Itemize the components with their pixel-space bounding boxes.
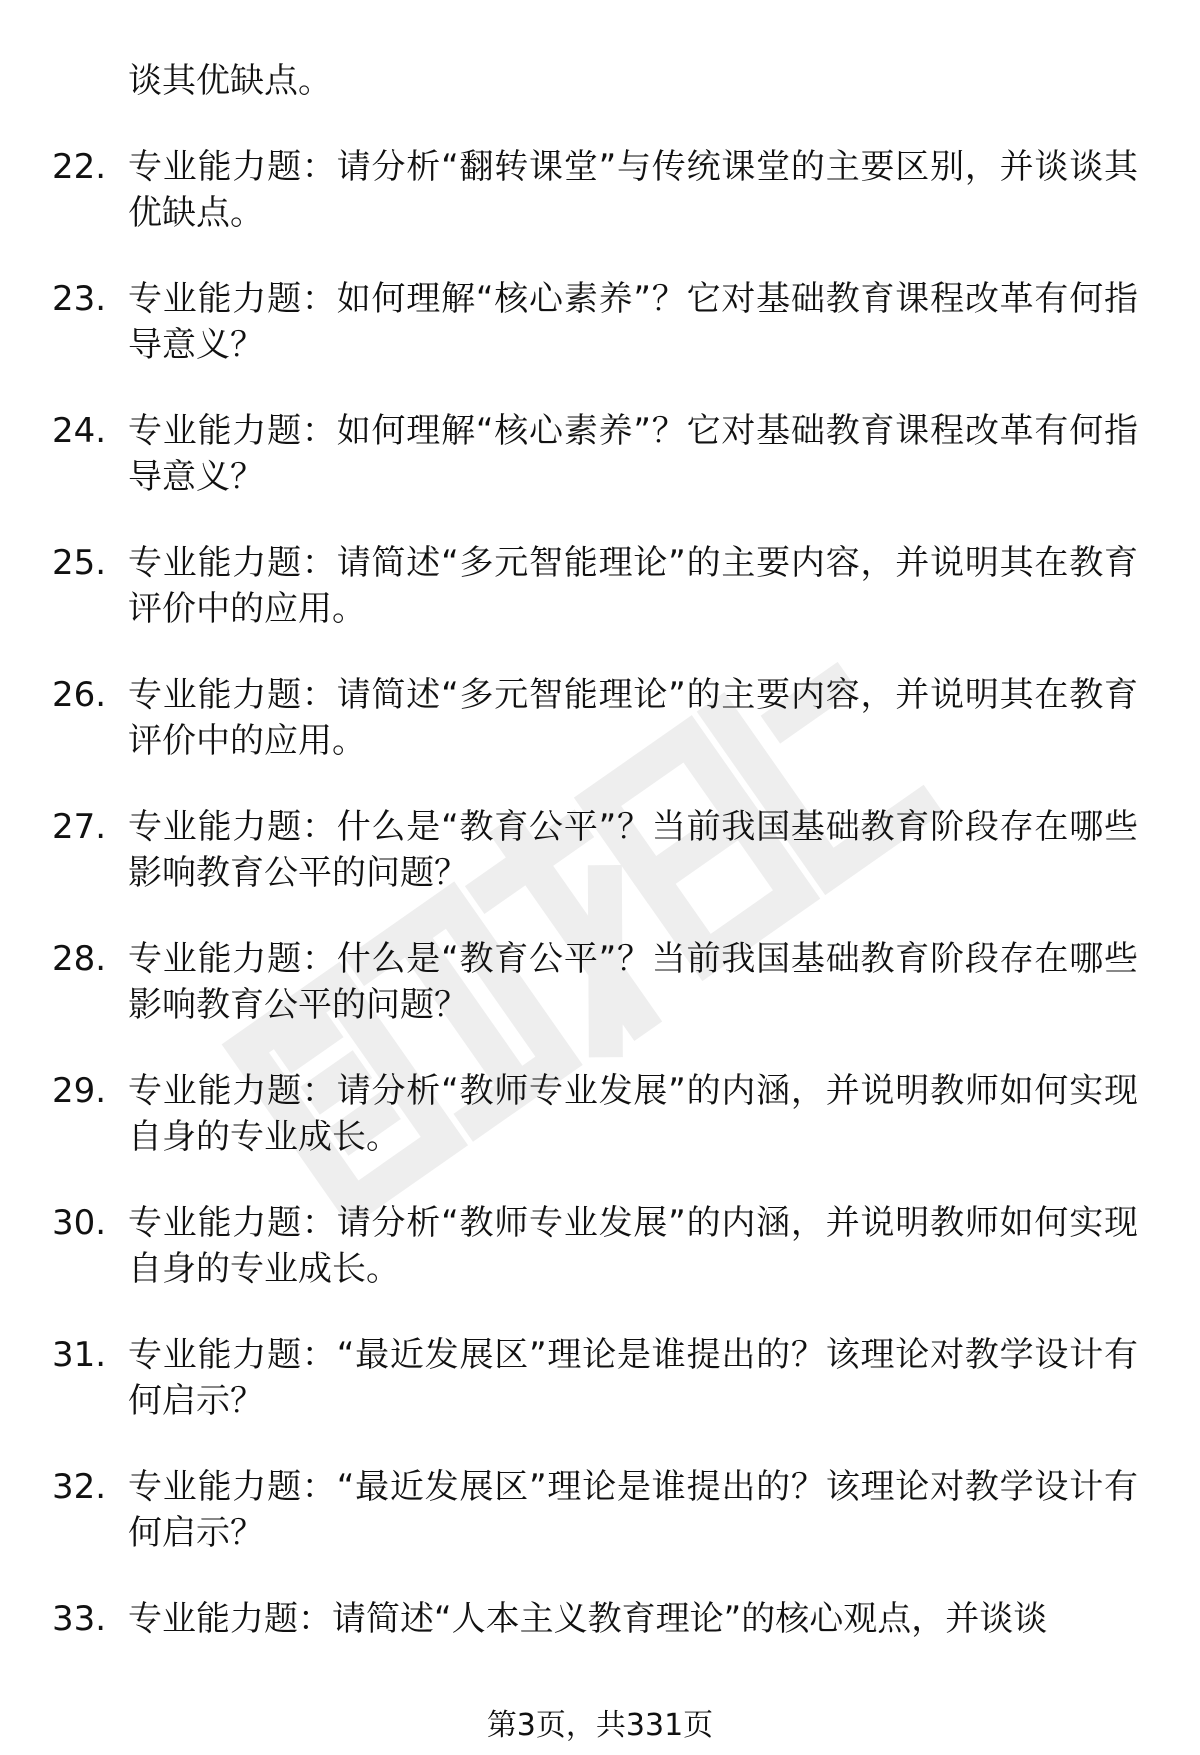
question-text: 专业能力题：请分析“教师专业发展”的内涵，并说明教师如何实现自身的专业成长。: [128, 1071, 1138, 1157]
question-item: [0, 672, 1200, 804]
question-text: 专业能力题：“最近发展区”理论是谁提出的？该理论对教学设计有何启示？: [128, 1335, 1138, 1421]
question-number: 27.: [52, 807, 107, 847]
question-text: 专业能力题：如何理解“核心素养”？它对基础教育课程改革有何指导意义？: [128, 411, 1138, 497]
question-text: 专业能力题：请简述“多元智能理论”的主要内容，并说明其在教育评价中的应用。: [128, 675, 1138, 761]
question-number: 26.: [52, 675, 107, 715]
question-text: 专业能力题：“最近发展区”理论是谁提出的？该理论对教学设计有何启示？: [128, 1467, 1138, 1553]
question-item: [0, 540, 1200, 672]
question-list: [0, 144, 1200, 1728]
page-footer: 第3页，共331页: [486, 1708, 714, 1743]
question-item: [0, 804, 1200, 936]
question-item: [0, 1200, 1200, 1332]
question-number: 22.: [52, 147, 107, 187]
question-item: [0, 1464, 1200, 1596]
question-item: [0, 936, 1200, 1068]
question-number: 30.: [52, 1203, 107, 1243]
question-text: 专业能力题：请简述“多元智能理论”的主要内容，并说明其在教育评价中的应用。: [128, 543, 1138, 629]
question-item: [0, 144, 1200, 276]
question-text: 专业能力题：如何理解“核心素养”？它对基础教育课程改革有何指导意义？: [128, 279, 1138, 365]
question-number: 29.: [52, 1071, 107, 1111]
continuation-text: 谈其优缺点。: [128, 61, 332, 101]
question-item: [0, 1332, 1200, 1464]
question-text: 专业能力题：请分析“教师专业发展”的内涵，并说明教师如何实现自身的专业成长。: [128, 1203, 1138, 1289]
question-item: [0, 408, 1200, 540]
question-number: 32.: [52, 1467, 107, 1507]
question-number: 23.: [52, 279, 107, 319]
question-item: [0, 276, 1200, 408]
question-number: 28.: [52, 939, 107, 979]
question-item: [0, 1068, 1200, 1200]
question-number: 25.: [52, 543, 107, 583]
question-text: 专业能力题：请简述“人本主义教育理论”的核心观点，并谈谈: [128, 1599, 1048, 1639]
question-number: 24.: [52, 411, 107, 451]
question-text: 专业能力题：请分析“翻转课堂”与传统课堂的主要区别，并谈谈其优缺点。: [128, 147, 1138, 233]
question-number: 31.: [52, 1335, 107, 1375]
question-text: 专业能力题：什么是“教育公平”？当前我国基础教育阶段存在哪些影响教育公平的问题？: [128, 939, 1138, 1025]
question-number: 33.: [52, 1599, 107, 1639]
question-text: 专业能力题：什么是“教育公平”？当前我国基础教育阶段存在哪些影响教育公平的问题？: [128, 807, 1138, 893]
